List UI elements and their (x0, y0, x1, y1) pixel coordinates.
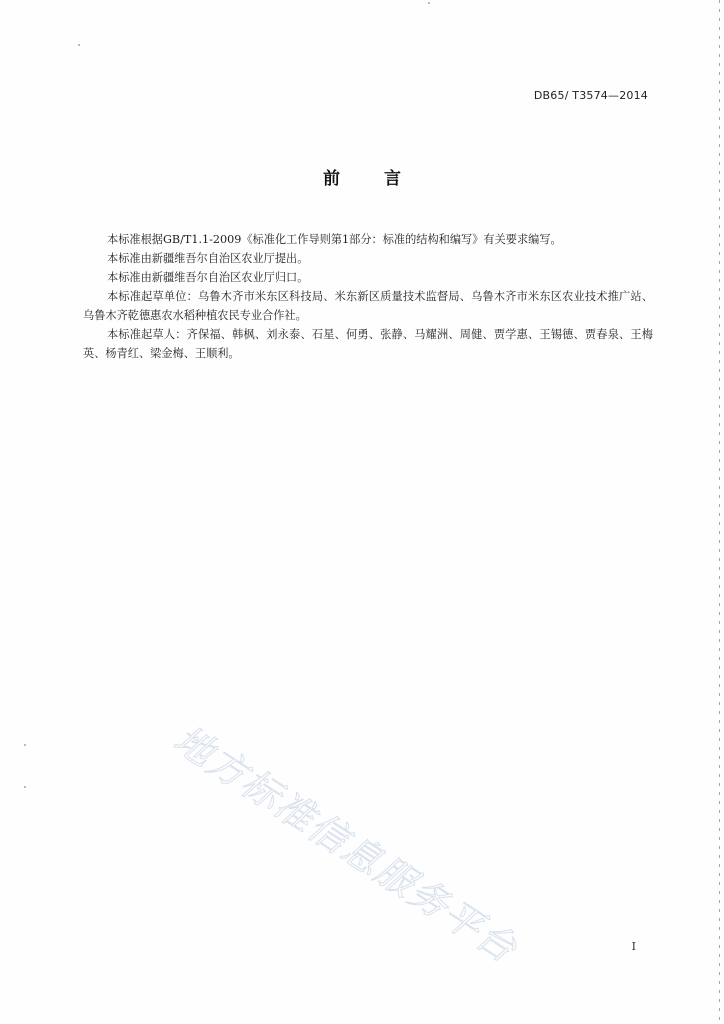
scan-edge-artifact (719, 0, 720, 1024)
scan-speck (78, 44, 80, 46)
paragraph-centralized-by: 本标准由新疆维吾尔自治区农业厅归口。 (107, 271, 309, 284)
paragraph-drafters: 本标准起草人：齐保福、韩枫、刘永泰、石星、何勇、张静、马耀洲、周健、贾学惠、王锡德、贾春泉、王梅英、杨青红、梁金梅、王顺利。 (83, 328, 653, 360)
page-title: 前言 (323, 169, 445, 189)
scan-speck (24, 744, 26, 746)
scan-speck (24, 786, 26, 788)
paragraph-compilation-basis: 本标准根据GB/T1.1-2009《标准化工作导则第1部分：标准的结构和编写》有关要求编写。 (107, 233, 562, 246)
scan-speck (428, 2, 430, 4)
document-code: DB65/ T3574—2014 (533, 89, 648, 102)
paragraph-proposed-by: 本标准由新疆维吾尔自治区农业厅提出。 (107, 252, 309, 265)
watermark-text: 地方标准信息服务平台 (166, 716, 526, 972)
paragraph-drafting-units: 本标准起草单位：乌鲁木齐市米东区科技局、米东新区质量技术监督局、乌鲁木齐市米东区农业技术推广站、乌鲁木齐乾德惠农水稻种植农民专业合作社。 (83, 290, 653, 322)
foreword-body (83, 230, 653, 363)
page-number: I (631, 940, 636, 953)
